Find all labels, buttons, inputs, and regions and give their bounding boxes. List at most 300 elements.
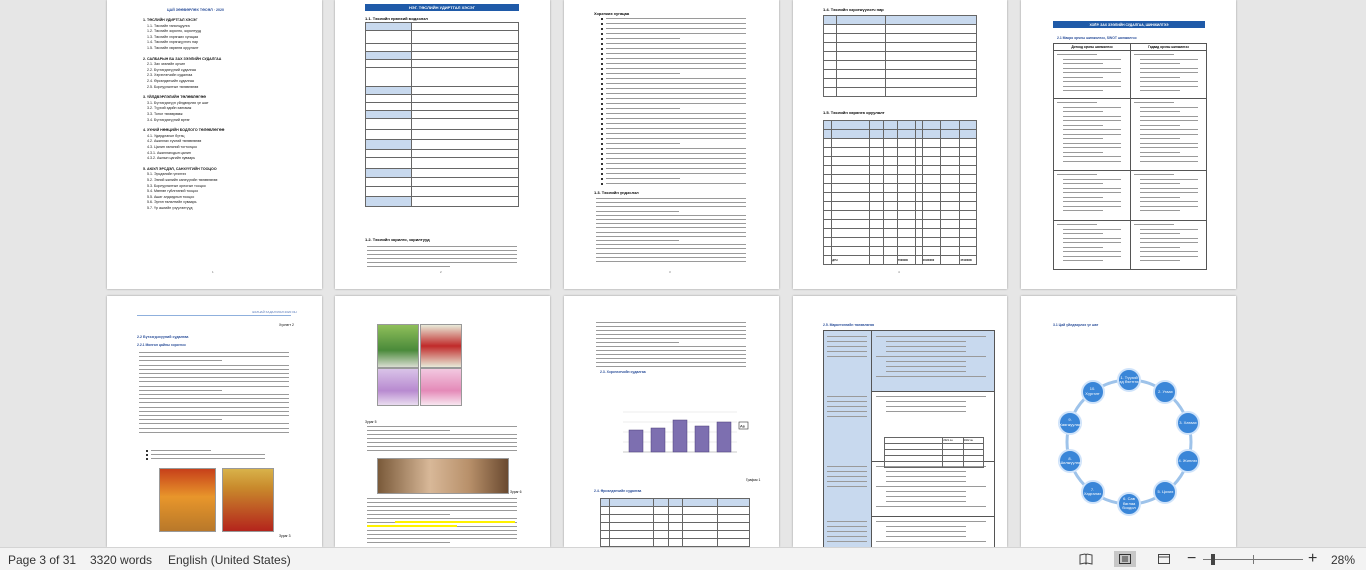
zoom-out-button[interactable]: −	[1187, 550, 1197, 567]
table-row	[366, 169, 519, 178]
page-counter[interactable]: Page 3 of 31	[8, 553, 77, 567]
text-line	[1134, 224, 1174, 225]
process-step: 8. Шилжүүлэх	[1058, 449, 1082, 473]
text-line	[151, 454, 265, 455]
text-line	[827, 341, 867, 342]
text-line	[596, 215, 746, 216]
text-line	[1140, 233, 1180, 234]
read-mode-button[interactable]	[1075, 551, 1097, 567]
toc-entry[interactable]: 2.1. Зах зээлийн орчин	[147, 62, 186, 67]
subsection-heading: 2.2.1 Монгол цайны хэрэглээ	[137, 343, 186, 347]
text-line	[606, 63, 746, 64]
toc-entry[interactable]: 2.4. Өрсөлдөгчийн судалгаа	[147, 79, 194, 83]
product-photo-5	[377, 368, 419, 406]
text-line	[139, 402, 289, 403]
text-line	[367, 258, 517, 259]
text-line	[1063, 68, 1121, 69]
marketing-row-label	[824, 461, 871, 517]
toc-entry[interactable]: 5. АЮУЛ ЭРСДЭЛ, САНХҮҮГИЙН ТООЦОО	[143, 166, 217, 171]
text-line	[1140, 156, 1198, 157]
document-page-7[interactable]	[335, 296, 550, 547]
text-line	[596, 236, 746, 237]
document-page-5[interactable]	[1021, 0, 1236, 289]
section-heading: 1.1. Төслийн ерөнхий мэдээлэл	[365, 16, 428, 21]
text-line	[596, 227, 746, 228]
text-line	[606, 68, 746, 69]
table-row	[824, 175, 977, 184]
text-line	[606, 138, 746, 139]
text-line	[1063, 125, 1103, 126]
table-row	[824, 139, 977, 148]
bullet-icon	[601, 38, 603, 40]
text-line	[367, 430, 450, 431]
text-line	[1140, 242, 1198, 243]
total-value: 7000000	[897, 256, 915, 265]
text-line	[1063, 260, 1103, 261]
text-line	[827, 521, 867, 522]
text-line	[367, 530, 517, 531]
text-line	[827, 406, 867, 407]
word-count[interactable]: 3320 words	[90, 553, 153, 567]
text-line	[139, 373, 289, 374]
table-row	[366, 87, 519, 95]
table-row	[824, 16, 977, 25]
bullet-icon	[601, 93, 603, 95]
bullet-icon	[146, 454, 148, 456]
marketing-row-label	[824, 516, 871, 547]
text-line	[1134, 102, 1174, 103]
table-row	[824, 61, 977, 70]
text-line	[606, 158, 746, 159]
toc-entry[interactable]: 5.2. Эхний жилийн санхүүгийн төлөвлөгөө	[147, 178, 218, 182]
zoom-in-button[interactable]: +	[1308, 550, 1318, 567]
text-line	[139, 369, 289, 370]
text-line	[1063, 210, 1103, 211]
table-row	[824, 247, 977, 256]
table-row	[824, 256, 977, 265]
zoom-slider-thumb[interactable]	[1211, 554, 1215, 565]
text-line	[606, 143, 680, 144]
text-line	[606, 153, 746, 154]
bullet-icon	[601, 168, 603, 170]
text-line	[1140, 138, 1180, 139]
marketing-row-content	[872, 331, 994, 392]
text-line	[827, 411, 867, 412]
bullet-icon	[146, 450, 148, 452]
text-line	[606, 168, 746, 169]
total-value: 40100000	[922, 256, 940, 265]
text-line	[596, 253, 746, 254]
text-line	[596, 261, 746, 262]
text-line	[606, 108, 680, 109]
text-line	[606, 18, 746, 19]
text-line	[606, 163, 746, 164]
toc-entry[interactable]: 4.2. Ажиллах хүчний төлөвлөгөө	[147, 139, 202, 144]
toc-entry[interactable]: 2.3. Хэрэглэгчийн судалгаа	[147, 73, 193, 78]
process-step: 3. Хатаах	[1176, 411, 1200, 435]
bullet-icon	[601, 133, 603, 135]
bullet-icon	[601, 28, 603, 30]
text-line	[827, 401, 867, 402]
text-line	[596, 362, 746, 363]
bullet-icon	[601, 118, 603, 120]
bullet-icon	[601, 113, 603, 115]
document-page-10[interactable]	[1021, 296, 1236, 547]
text-line	[1063, 107, 1121, 108]
toc-entry[interactable]: 3.2. Түүхий эдийн хангамж	[147, 106, 192, 111]
table-row	[366, 44, 519, 52]
document-page-2[interactable]	[335, 0, 550, 289]
text-line	[876, 541, 986, 542]
bullet-icon	[601, 158, 603, 160]
text-line	[886, 341, 966, 342]
text-line	[1140, 59, 1198, 60]
text-line	[606, 113, 746, 114]
text-line	[886, 496, 966, 497]
text-line	[367, 250, 517, 251]
bullet-icon	[601, 173, 603, 175]
text-line	[1140, 188, 1198, 189]
text-line	[886, 371, 966, 372]
process-step: 10. Хүргэлт	[1081, 380, 1105, 404]
toc-entry[interactable]: 5.3. Борлуулалтын орлогын тооцоо	[147, 183, 206, 188]
bullet-icon	[601, 98, 603, 100]
zoom-slider-center-tick	[1253, 555, 1254, 564]
text-line	[827, 416, 867, 417]
year-header: 2021 он	[943, 438, 963, 444]
toc-entry[interactable]: 4.3. Цалин хөлсний тогтолцоо	[147, 145, 198, 149]
text-line	[1063, 183, 1103, 184]
toc-entry[interactable]: 1. ТӨСЛИЙН УДИРТГАЛ ХЭСЭГ	[143, 18, 198, 22]
toc-entry[interactable]: 1.1. Төслийн танилцуулга	[147, 23, 190, 28]
text-line	[606, 38, 680, 39]
text-line	[606, 103, 746, 104]
chart-bar	[717, 422, 731, 452]
text-line	[139, 415, 289, 416]
process-step: 2. Угаах	[1153, 380, 1177, 404]
text-line	[1140, 260, 1180, 261]
figure-caption: Зураг 6	[510, 490, 522, 494]
consumer-survey-chart	[619, 392, 749, 462]
text-line	[367, 450, 517, 451]
text-line	[139, 394, 289, 395]
table-row	[601, 531, 750, 539]
text-line	[1140, 179, 1198, 180]
text-line	[596, 366, 746, 367]
bullet-icon	[601, 108, 603, 110]
text-line	[1063, 201, 1121, 202]
text-line	[606, 183, 746, 184]
text-line	[139, 398, 289, 399]
document-page-4[interactable]	[793, 0, 1007, 289]
table-row	[366, 140, 519, 150]
text-line	[1140, 68, 1198, 69]
table-row	[824, 238, 977, 247]
toc-entry[interactable]: 4.3.1. Ажиллагсдын цалин	[147, 150, 191, 155]
toc-entry[interactable]: 1.5. Төслийн хөрөнгө оруулалт	[147, 46, 199, 50]
text-line	[606, 173, 746, 174]
toc-entry[interactable]: 3.4. Бүтээгдэхүүний өртөг	[147, 117, 190, 122]
text-line	[1140, 201, 1198, 202]
text-line	[606, 43, 746, 44]
text-line	[1140, 152, 1180, 153]
toc-entry[interactable]: 3.1. Бүтээгдэхүүн үйлдвэрлэх үе шат	[147, 100, 209, 105]
text-line	[367, 510, 517, 511]
text-line	[139, 386, 289, 387]
text-line	[886, 501, 966, 502]
status-bar	[0, 547, 1366, 570]
table-row	[366, 31, 519, 44]
table-row	[601, 523, 750, 531]
product-photo-1	[159, 468, 216, 532]
text-line	[1140, 147, 1198, 148]
toc-entry[interactable]: 5.1. Эрсдэлийн үнэлгээ	[147, 172, 186, 177]
text-line	[596, 346, 746, 347]
toc-entry[interactable]: 3.3. Тоног төхөөрөмж	[147, 112, 183, 116]
toc-entry[interactable]: 2.5. Борлуулалтын төлөвлөгөө	[147, 84, 199, 89]
text-line	[1140, 63, 1180, 64]
text-line	[606, 53, 746, 54]
swot-cell	[1054, 170, 1130, 221]
text-line	[139, 432, 289, 433]
table-row	[366, 119, 519, 130]
table-caption: Хүснэгт 2	[279, 323, 294, 327]
section-heading: 1.3. Төслийн үндэслэл	[594, 190, 639, 195]
text-line	[139, 352, 289, 353]
toc-entry[interactable]: 2. САЛБАРЫН БА ЗАХ ЗЭЭЛИЙН СУДАЛГАА	[143, 56, 222, 61]
product-photo-7	[377, 458, 509, 494]
web-layout-button[interactable]	[1153, 551, 1175, 567]
text-line	[876, 506, 986, 507]
toc-entry[interactable]: 1.3. Төслийн хэрэгжих хугацаа	[147, 34, 198, 39]
section-heading: 1.4. Төслийн хэрэгжүүлэгч нар	[823, 7, 884, 12]
table-row	[366, 150, 519, 158]
bullet-icon	[146, 458, 148, 460]
bullet-icon	[601, 123, 603, 125]
toc-entry[interactable]: 1.4. Төслийн хэрэгжүүлэгч нар	[147, 40, 198, 45]
toc-entry[interactable]: 4. ХҮНИЙ НӨӨЦИЙН БОДЛОГО ТӨЛӨВЛӨГӨӨ	[143, 128, 225, 133]
chart-legend-label: Ав	[740, 423, 745, 429]
text-line	[596, 334, 746, 335]
table-row	[885, 462, 984, 468]
text-line	[876, 376, 986, 377]
swot-cell	[1131, 220, 1206, 269]
text-line	[1140, 129, 1198, 130]
table-row	[824, 157, 977, 166]
text-line	[1140, 81, 1198, 82]
text-line	[367, 446, 517, 447]
language-indicator[interactable]: English (United States)	[168, 553, 291, 567]
text-line	[1063, 90, 1103, 91]
table-row	[824, 79, 977, 88]
text-line	[606, 128, 746, 129]
text-line	[1140, 206, 1198, 207]
toc-entry[interactable]: 4.3.2. Ажлын цагийн хуваарь	[147, 156, 196, 161]
document-page-9[interactable]	[793, 296, 1007, 547]
text-line	[606, 78, 746, 79]
swot-cell	[1131, 98, 1206, 171]
text-line	[139, 360, 222, 361]
text-line	[827, 486, 867, 487]
text-line	[886, 491, 966, 492]
table-row	[824, 52, 977, 61]
text-line	[151, 458, 265, 459]
section-heading: 2.1 Макро орчны шинжилгээ, SWOT шинжилгээ	[1057, 36, 1137, 40]
section-heading: 3.1 Цай үйлдвэрлэх үе шат	[1053, 323, 1099, 327]
text-line	[1063, 129, 1121, 130]
text-line	[1063, 111, 1103, 112]
chart-bar	[695, 426, 709, 452]
text-line	[827, 536, 867, 537]
toc-title: ЦАЙ ЗӨӨВӨРЛӨХ ТӨСӨЛ · 2020	[167, 8, 225, 12]
text-line	[1063, 152, 1103, 153]
text-line	[606, 133, 746, 134]
text-line	[139, 390, 222, 391]
text-line	[1063, 197, 1103, 198]
table-row	[824, 211, 977, 220]
table-row	[601, 507, 750, 515]
total-label: ДҮН	[832, 256, 870, 265]
toc-entry[interactable]: 1.2. Төслийн зорилго, зорилтууд	[147, 29, 201, 34]
document-page-1[interactable]	[107, 0, 322, 289]
toc-entry[interactable]: 5.5. Ашиг алдагдлын тооцоо	[147, 194, 195, 199]
process-step: 4. Жинлэх	[1176, 449, 1200, 473]
text-line	[827, 541, 867, 542]
zoom-level[interactable]: 28%	[1331, 553, 1356, 567]
text-line	[827, 356, 867, 357]
print-layout-button[interactable]	[1114, 551, 1136, 567]
text-line	[886, 526, 966, 527]
bullet-icon	[601, 103, 603, 105]
text-line	[1063, 59, 1121, 60]
table-row	[824, 25, 977, 34]
text-line	[1140, 161, 1198, 162]
toc-entry[interactable]: 4.1. Удирдлагын бүтэц	[147, 133, 185, 138]
text-line	[1063, 143, 1121, 144]
chart-bar	[673, 420, 687, 452]
toc-entry[interactable]: 5.6. Эргэн төлөлтийн хуваарь	[147, 200, 197, 205]
toc-entry[interactable]: 5.7. Үр ашгийн үзүүлэлтүүд	[147, 206, 193, 210]
text-line	[1057, 174, 1097, 175]
table-row	[366, 23, 519, 31]
text-line	[1063, 116, 1121, 117]
text-line	[1140, 86, 1198, 87]
text-line	[606, 48, 746, 49]
page-number: 1	[212, 270, 214, 274]
bullet-icon	[601, 153, 603, 155]
text-line	[1063, 156, 1121, 157]
text-line	[596, 248, 746, 249]
document-page-3[interactable]	[564, 0, 779, 289]
project-info-table	[365, 22, 519, 207]
text-line	[596, 232, 746, 233]
text-line	[606, 73, 680, 74]
process-step: 6. Сав баглаа боодол	[1117, 492, 1141, 516]
text-line	[1063, 161, 1121, 162]
table-row	[824, 70, 977, 79]
bullet-icon	[601, 78, 603, 80]
page-number: 4	[898, 270, 900, 274]
chapter-heading: ХОЁР. ЗАХ ЗЭЭЛИЙН СУДАЛГАА, ШИНЖИЛГЭЭ	[1053, 21, 1205, 28]
table-row	[824, 184, 977, 193]
text-line	[1140, 192, 1198, 193]
zoom-slider[interactable]	[1203, 559, 1303, 560]
bullet-icon	[601, 63, 603, 65]
text-line	[1063, 206, 1121, 207]
text-line	[1140, 210, 1180, 211]
text-line	[596, 219, 746, 220]
table-row	[366, 95, 519, 103]
marketing-row-content	[872, 461, 994, 517]
swot-cell	[1131, 170, 1206, 221]
text-line	[1063, 134, 1121, 135]
total-value: 47100000	[960, 256, 977, 265]
text-line	[367, 434, 517, 435]
text-line	[1063, 147, 1121, 148]
page-layout-icon	[1118, 553, 1132, 565]
section-heading: 2.5. Маркетингийн төлөвлөгөө	[823, 323, 875, 327]
bullet-icon	[601, 33, 603, 35]
bullet-icon	[601, 128, 603, 130]
toc-entry[interactable]: 5.4. Мөнгөн гүйлгээний тооцоо	[147, 189, 199, 194]
text-line	[876, 486, 986, 487]
swot-cell	[1131, 50, 1206, 99]
swot-cell	[1054, 50, 1130, 99]
text-line	[596, 354, 746, 355]
text-line	[596, 358, 746, 359]
text-line	[1140, 197, 1180, 198]
process-step: 7. Хадгалах	[1081, 480, 1105, 504]
text-line	[1057, 224, 1097, 225]
text-line	[1063, 247, 1103, 248]
document-page-6[interactable]	[107, 296, 322, 547]
text-line	[606, 28, 746, 29]
text-line	[367, 542, 450, 543]
text-line	[367, 506, 517, 507]
text-line	[139, 356, 289, 357]
table-row	[601, 499, 750, 507]
text-line	[367, 502, 517, 503]
text-line	[1063, 238, 1121, 239]
text-line	[139, 423, 289, 424]
table-row	[601, 515, 750, 523]
text-line	[886, 366, 966, 367]
text-line	[876, 356, 986, 357]
text-line	[1063, 229, 1121, 230]
bullet-icon	[601, 73, 603, 75]
text-line	[1063, 81, 1121, 82]
text-line	[827, 466, 867, 467]
text-line	[886, 481, 966, 482]
bullet-icon	[601, 48, 603, 50]
toc-entry[interactable]: 2.2. Бүтээгдэхүүний судалгаа	[147, 67, 196, 72]
text-highlight	[395, 521, 515, 523]
toc-entry[interactable]: 3. ҮЙЛДВЭРЛЭЛИЙН ТӨЛӨВЛӨГӨӨ	[143, 95, 206, 100]
text-line	[886, 346, 966, 347]
process-step: 9. Хаягжуулах	[1058, 411, 1082, 435]
bullet-icon	[601, 178, 603, 180]
text-line	[1063, 242, 1121, 243]
text-line	[1063, 251, 1121, 252]
text-line	[1140, 72, 1198, 73]
text-line	[606, 123, 746, 124]
text-line	[1063, 256, 1121, 257]
document-page-8[interactable]	[564, 296, 779, 547]
text-line	[827, 531, 867, 532]
section-heading: 1.5. Төслийн хөрөнгө оруулалт	[823, 110, 885, 115]
text-line	[367, 538, 517, 539]
text-line	[367, 518, 517, 519]
